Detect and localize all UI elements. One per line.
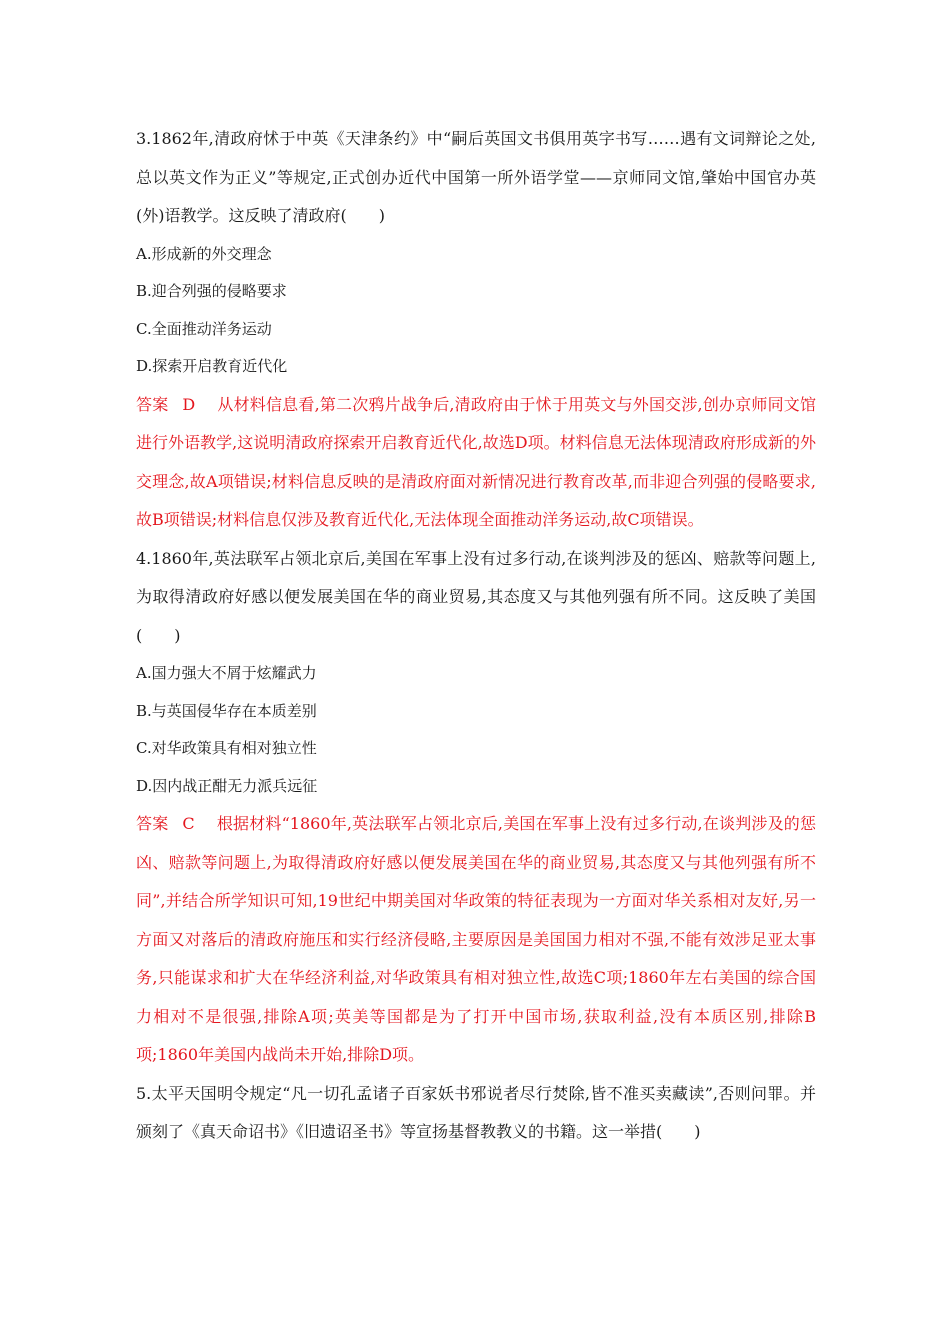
answer-explanation — [136, 805, 816, 1075]
option-b: B.迎合列强的侵略要求 — [136, 282, 287, 300]
option-c: C.全面推动洋务运动 — [136, 319, 272, 338]
option-d: D.探索开启教育近代化 — [136, 357, 288, 375]
question-5 — [136, 1075, 816, 1152]
answer-letter: D — [182, 394, 196, 414]
question-stem: 5.太平天国明令规定“凡一切孔孟诸子百家妖书邪说者尽行焚除,皆不准买卖藏读”,否则问罪。并颁刻了《真天命诏书》《旧遗诏圣书》等宣扬基督教教义的书籍。这一举措( ) — [136, 1083, 816, 1141]
option-a: A.国力强大不屑于炫耀武力 — [136, 664, 317, 682]
answer-text: 从材料信息看,第二次鸦片战争后,清政府由于怵于用英文与外国交涉,创办京师同文馆进行外语教学,这说明清政府探索开启教育近代化,故选D项。材料信息无法体现清政府形成新的外交理念,故A项错误;材料信息反映的是清政府面对新情况进行教育改革,而非迎合列强的侵略要求,故B项错误;材料信息仅涉及教育近代化,无法体现全面推动洋务运动,故C项错误。 — [136, 394, 816, 529]
answer-letter: C — [182, 814, 195, 833]
question-stem: 4.1860年,英法联军占领北京后,美国在军事上没有过多行动,在谈判涉及的惩凶、赔款等问题上,为取得清政府好感以便发展美国在华的商业贸易,其态度又与其他列强有所不同。这反映了美国( ) — [136, 548, 816, 645]
answer-explanation — [136, 386, 816, 540]
question-stem: 3.1862年,清政府怵于中英《天津条约》中“嗣后英国文书俱用英字书写……遇有文词辩论之处,总以英文作为正义”等规定,正式创办近代中国第一所外语学堂——京师同文馆,肇始中国官办英(外)语教学。这反映了清政府( ) — [136, 129, 816, 225]
answer-text: 根据材料“1860年,英法联军占领北京后,美国在军事上没有过多行动,在谈判涉及的惩凶、赔款等问题上,为取得清政府好感以便发展美国在华的商业贸易,其态度又与其他列强有所不同”,并结合所学知识可知,19世纪中期美国对华政策的特征表现为一方面对华关系相对友好,另一方面又对落后的清政府施压和实行经济侵略,主要原因是美国国力相对不强,不能有效涉足亚太事务,只能谋求和扩大在华经济利益,对华政策具有相对独立性,故选C项;1860年左右美国的综合国力相对不是很强,排除A项;英美等国都是为了打开中国市场,获取利益,没有本质区别,排除B项;1860年美国内战尚未开始,排除D项。 — [136, 814, 816, 1064]
question-4 — [136, 540, 816, 1075]
option-a: A.形成新的外交理念 — [136, 244, 272, 263]
question-3 — [136, 120, 816, 540]
page-content — [136, 120, 816, 1152]
option-b: B.与英国侵华存在本质差别 — [136, 701, 317, 720]
option-d: D.因内战正酣无力派兵远征 — [136, 776, 318, 795]
answer-label: 答案 — [136, 394, 169, 414]
option-c: C.对华政策具有相对独立性 — [136, 739, 317, 757]
answer-label: 答案 — [136, 814, 169, 833]
